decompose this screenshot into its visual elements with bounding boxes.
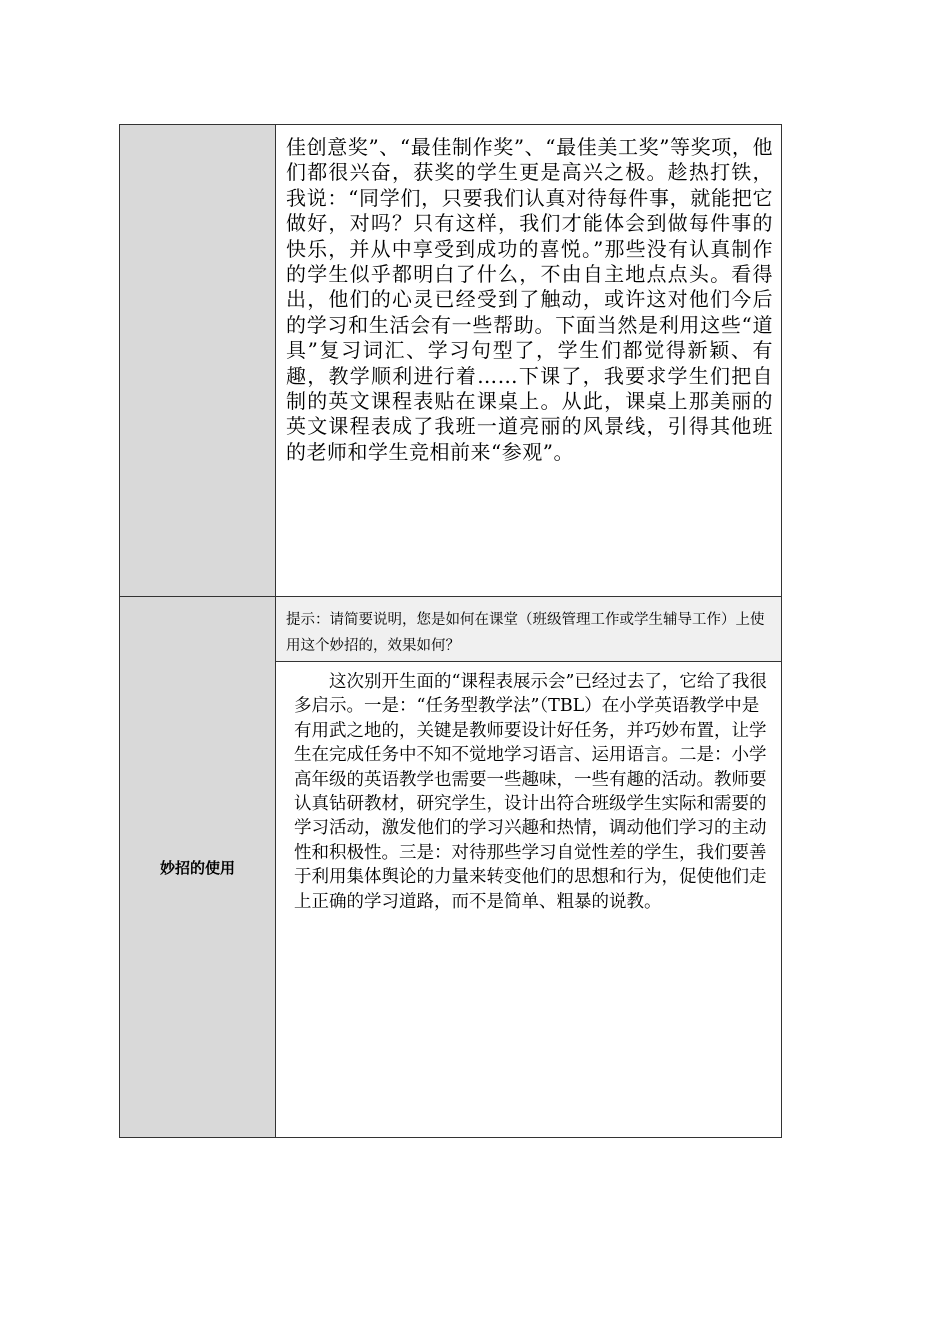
table-row-usage (120, 597, 781, 1137)
table-row-story (120, 125, 781, 597)
document-table (119, 124, 782, 1138)
label-cell-usage (120, 597, 276, 1137)
hint-box (276, 597, 781, 662)
usage-label: 妙招的使用 (159, 858, 235, 877)
story-cell (276, 125, 781, 596)
hint-text: 提示：请简要说明，您是如何在课堂（班级管理工作或学生辅导工作）上使用这个妙招的，效果如何？ (286, 612, 765, 654)
label-cell-empty (120, 125, 276, 596)
usage-cell (276, 597, 781, 1137)
reflection-text[interactable]: 这次别开生面的“课程表展示会”已经过去了，它给了我很多启示。一是：“任务型教学法”（TBL）在小学英语教学中是有用武之地的，关键是教师要设计好任务，并巧妙布置，让学生在完成任务中不知不觉地学习语言、运用语言。二是：小学高年级的英语教学也需要一些趣味，一些有趣的活动。教师要认真钻研教材，研究学生，设计出符合班级学生实际和需要的学习活动，激发他们的学习兴趣和热情，调动他们学习的主动性和积极性。三是：对待那些学习自觉性差的学生，我们要善于利用集体舆论的力量来转变他们的思想和行为，促使他们走上正确的学习道路，而不是简单、粗暴的说教。 (294, 672, 767, 912)
story-text: 佳创意奖”、“最佳制作奖”、“最佳美工奖”等奖项，他们都很兴奋，获奖的学生更是高兴之极。趁热打铁，我说：“同学们，只要我们认真对待每件事，就能把它做好，对吗？只有这样，我们才能体会到做每件事的快乐，并从中享受到成功的喜悦。”那些没有认真制作的学生似乎都明白了什么，不由自主地点点头。看得出，他们的心灵已经受到了触动，或许这对他们今后的学习和生活会有一些帮助。下面当然是利用这些“道具”复习词汇、学习句型了，学生们都觉得新颖、有趣，教学顺利进行着……下课了，我要求学生们把自制的英文课程表贴在课桌上。从此，课桌上那美丽的英文课程表成了我班一道亮丽的风景线，引得其他班的老师和学生竞相前来“参观”。 (286, 135, 773, 464)
